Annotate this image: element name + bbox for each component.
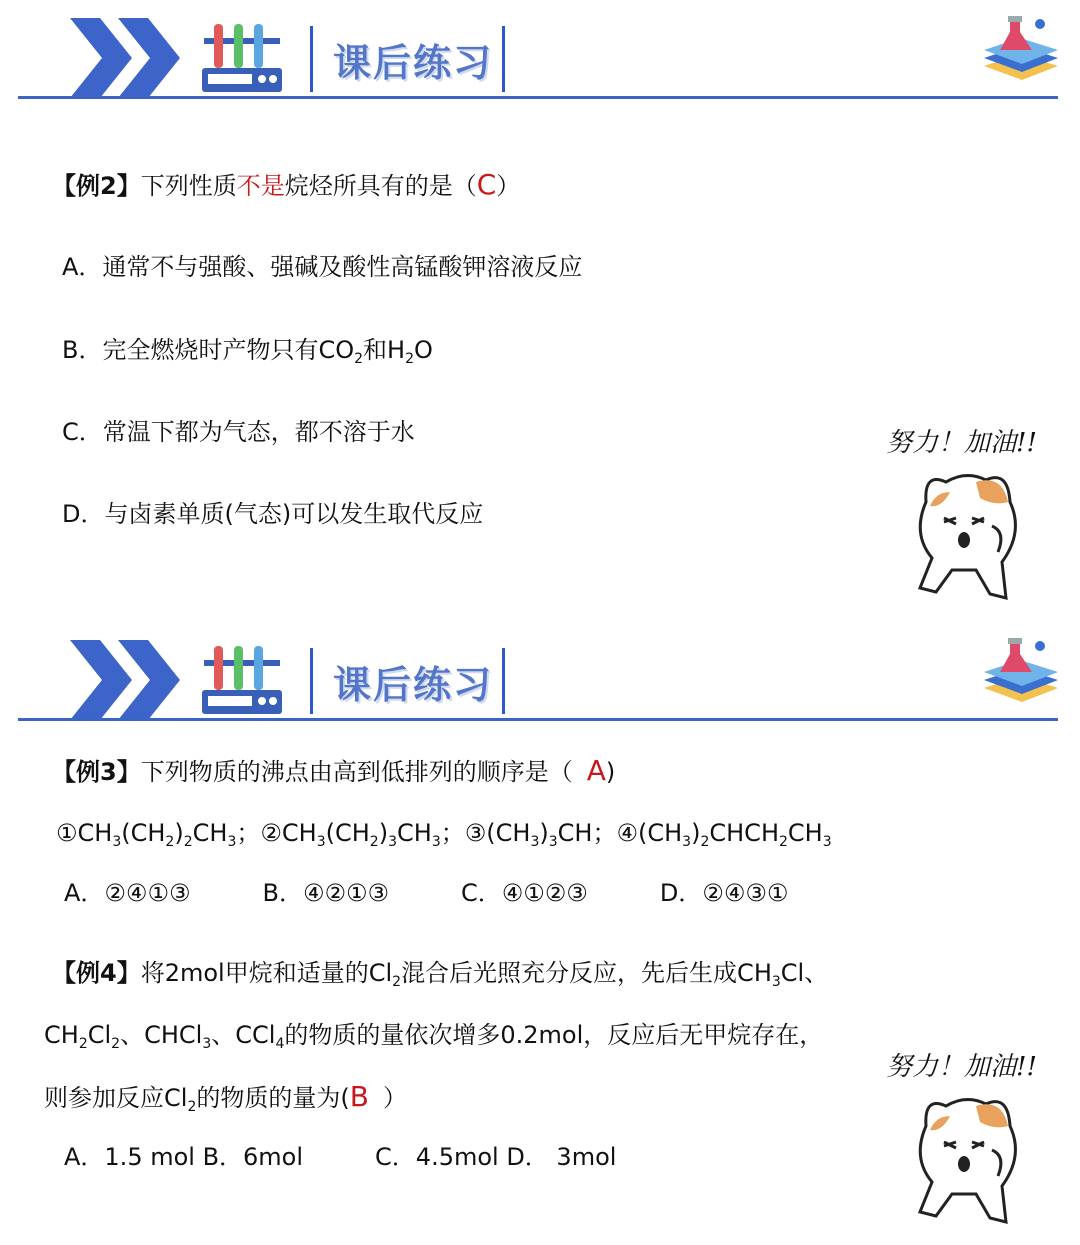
title-left-bar — [310, 648, 313, 714]
cheering-cat-sticker — [886, 1046, 1066, 1236]
double-chevron-icon — [70, 640, 185, 720]
cheer-text: 努力！加油!! — [886, 428, 1037, 458]
double-chevron-icon — [70, 18, 185, 98]
answer-mark: C — [476, 168, 497, 201]
section-banner-1 — [0, 0, 1080, 110]
banner-underline — [18, 718, 1058, 721]
example-2-stem: 【例2】下列性质不是烷烃所具有的是（C） — [52, 168, 521, 201]
option-c: C．常温下都为气态，都不溶于水 — [62, 418, 415, 446]
cat-icon — [906, 462, 1036, 602]
example-3-stem: 【例3】下列物质的沸点由高到低排列的顺序是（ A) — [52, 754, 616, 787]
cat-icon — [906, 1086, 1036, 1226]
banner-title: 课后练习 — [333, 41, 494, 85]
answer-mark: B — [349, 1080, 369, 1113]
title-left-bar — [310, 26, 313, 92]
example-tag: 【例2】 — [52, 172, 141, 200]
example-4-line-2: $CH_2Cl_2$、CHCl$_3$、CCl$_4$的物质的量依次增多0.2mol，反应后无甲烷存在， — [44, 1021, 824, 1052]
example-4-options: A．1.5 mol B．6mol C．4.5mol D． 3mol — [64, 1143, 617, 1171]
cheer-text: 努力！加油!! — [886, 1052, 1037, 1082]
example-4-line-3: 则参加反应$Cl_2$的物质的量为(B ） — [44, 1080, 407, 1115]
books-flask-icon — [980, 14, 1060, 92]
example-tag: 【例3】 — [52, 758, 141, 786]
cheering-cat-sticker — [886, 422, 1066, 602]
emphasis-text: 不是 — [236, 172, 285, 200]
answer-mark: A — [586, 754, 606, 787]
title-right-bar — [502, 26, 505, 92]
title-right-bar — [502, 648, 505, 714]
test-tube-rack-icon — [200, 642, 284, 716]
books-flask-icon — [980, 636, 1060, 714]
banner-underline — [18, 96, 1058, 99]
example-tag: 【例4】 — [52, 959, 141, 987]
banner-title: 课后练习 — [333, 663, 494, 707]
test-tube-rack-icon — [200, 20, 284, 94]
option-a: A．通常不与强酸、强碱及酸性高锰酸钾溶液反应 — [62, 253, 583, 281]
option-d: D．与卤素单质(气态)可以发生取代反应 — [62, 500, 484, 528]
section-banner-2 — [0, 622, 1080, 732]
option-b: B．完全燃烧时产物只有$CO_2$和$H_2O$ — [62, 336, 433, 367]
example-4-line-1: 【例4】将2mol甲烷和适量的$Cl_2$混合后光照充分反应，先后生成$CH_3Cl$、 — [52, 959, 829, 990]
example-3-options: A．②④①③ B．④②①③ C．④①②③ D．②④③① — [64, 879, 789, 907]
example-3-compounds: $①CH_3(CH_2)_2CH_3$；$②CH_3(CH_2)_3CH_3$；$③(CH_3)_3CH$；$④(CH_3)_2CHCH_2CH_3$ — [56, 819, 832, 850]
